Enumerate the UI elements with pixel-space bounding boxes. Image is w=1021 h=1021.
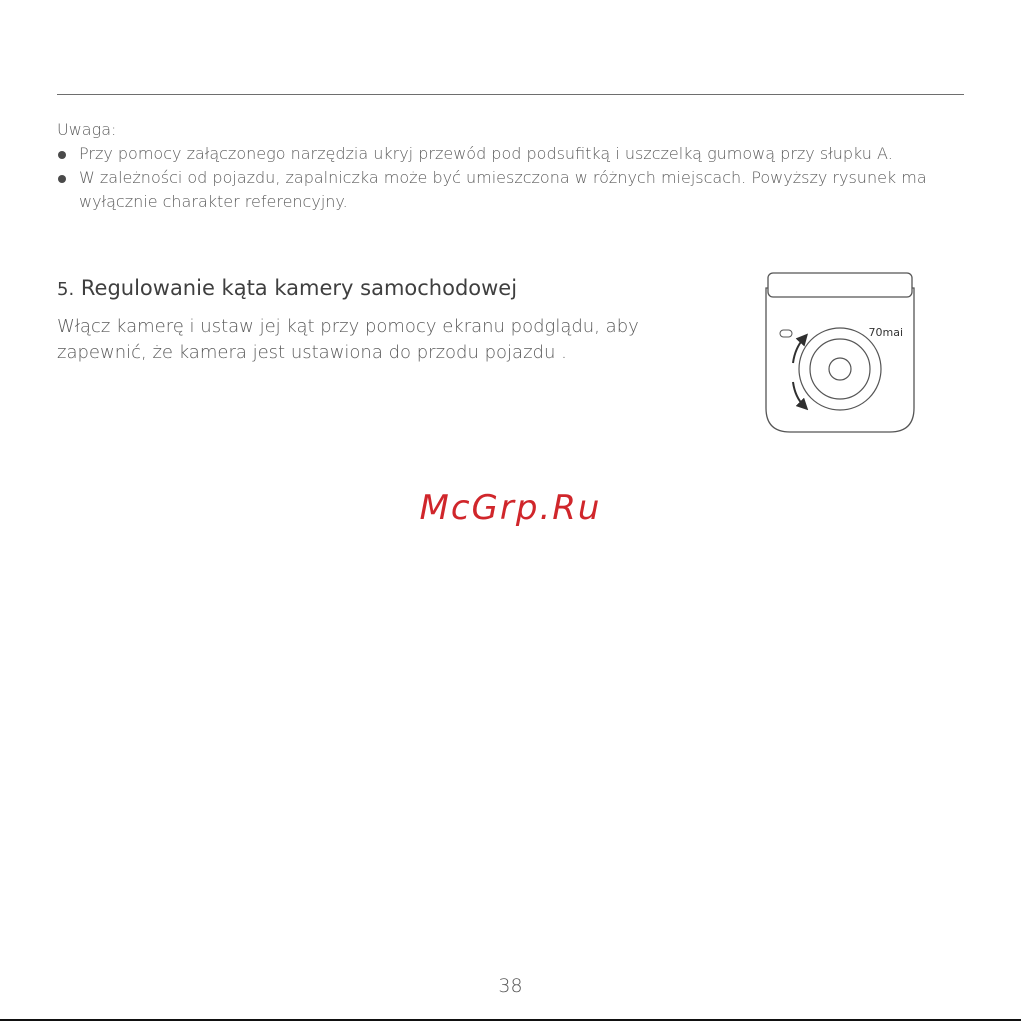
section-title: Regulowanie kąta kamery samochodowej [80,276,518,300]
watermark: McGrp.Ru [419,488,602,528]
bullet-icon [58,175,66,183]
brand-logo: 70mai [868,326,903,339]
note-text: W zależności od pojazdu, zapalniczka może być umieszczona w różnych miejscach. Powyższy rysunek ma wyłącznie charakter referencyjny. [79,168,927,211]
indicator-light [780,330,792,337]
note-list [57,142,937,214]
header-divider [57,94,964,95]
note-label: Uwaga: [57,120,117,139]
section-heading [57,273,517,305]
section-body: Włącz kamerę i ustaw jej kąt przy pomocy ekranu podglądu, aby zapewnić, że kamera jest ustawiona do przodu pojazdu . [57,316,639,363]
note-text: Przy pomocy załączonego narzędzia ukryj przewód pod podsufitką i uszczelką gumową przy słupku A. [79,144,893,163]
lens-inner [829,358,851,380]
dash-camera-icon [760,268,920,438]
camera-mount [768,273,912,297]
note-block [57,118,937,214]
list-item [57,142,937,166]
bullet-icon [58,151,66,159]
section-number: 5. [57,279,75,300]
list-item [57,166,937,214]
page-number: 38 [498,975,523,997]
